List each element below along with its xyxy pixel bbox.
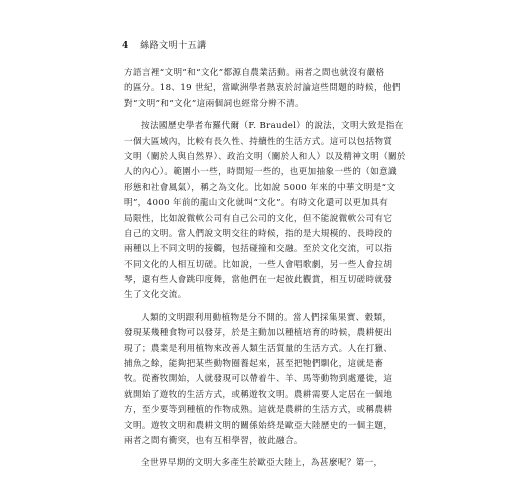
text-line: 人的內心）。範圍小一些，時間短一些的，也更加抽象一些的（如意識	[124, 167, 397, 178]
text-line: 對“文明”和“文化”這兩個詞也經常分辨不清。	[124, 98, 304, 109]
text-line: 現了；農業是利用植物來改善人類生活質量的生活方式。人在打獵、	[124, 343, 393, 354]
text-line: 兩者之間有衝突，也有互相學習，彼此融合。	[124, 435, 303, 446]
text-line: 捕魚之餘，能夠把某些動物圈養起來，甚至把牠們馴化，這就是畜	[124, 359, 384, 370]
text-line: 方語言裡“文明”和“文化”都源自農業活動。兩者之間也就沒有嚴格	[124, 68, 385, 78]
text-line: 文明。遊牧文明和農耕文明的關係始終是歐亞大陸歷史的一個主題，	[124, 420, 393, 431]
text-line: 不同文化的人相互切磋。比如說，一些人會唱歌劇，另一些人會拉胡	[124, 259, 393, 270]
text-line: 牧。從畜牧開始，人就發現可以帶着牛、羊、馬等動物到處遷徙，這	[124, 374, 393, 385]
running-header	[122, 38, 207, 51]
text-line: 一個大區域內，比較有長久性、持續性的生活方式。這可以包括物質	[124, 136, 393, 147]
paragraph-3	[124, 311, 416, 450]
text-line: 按法國歷史學者布羅代爾（F. Braudel）的說法，文明大致是指在	[141, 121, 404, 132]
body-text	[124, 66, 416, 472]
text-line: 局限性，比如說微軟公司有自己公司的文化，但不能說微軟公司有它	[124, 213, 393, 224]
paragraph-gap	[124, 304, 416, 311]
paragraph-gap	[124, 112, 416, 119]
text-line: 琴，還有些人會跳印度舞，當他們在一起彼此觀賞，相互切磋時就發	[124, 275, 393, 286]
text-line: 兩種以上不同文明的接觸，包括碰撞和交融。至於文化交流，可以指	[124, 244, 393, 255]
paragraph-4	[124, 456, 416, 471]
paragraph-2	[124, 119, 416, 304]
text-line: 形態和社會風氣），稱之為文化。比如說 5000 年來的中華文明是“文	[124, 182, 396, 193]
text-line: 文明（關於人與自然界）、政治文明（關於人和人）以及精神文明（關於	[124, 151, 406, 162]
text-line: 方，至少要等到種植的作物成熟。這就是農耕的生活方式，或稱農耕	[124, 405, 393, 416]
text-line: 就開始了遊牧的生活方式，或稱遊牧文明。農耕需要人定居在一個地	[124, 389, 393, 400]
text-line: 明”，4000 年前的龍山文化就叫“文化”。有時文化還可以更加具有	[124, 198, 389, 209]
page-number: 4	[122, 41, 129, 51]
text-line: 人類的文明跟利用動植物是分不開的。當人們採集果實、穀類，	[141, 312, 392, 323]
paragraph-gap	[124, 449, 416, 456]
running-title: 絲路文明十五講	[140, 41, 207, 51]
text-line: 自己的文明。當人們說文明交往的時候，指的是大規模的、長時段的	[124, 228, 393, 239]
text-line: 全世界早期的文明大多產生於歐亞大陸上，為甚麼呢？第一，	[141, 458, 383, 469]
text-line: 生了文化交流。	[124, 290, 187, 301]
paragraph-1	[124, 66, 416, 112]
text-line: 發現某幾種食物可以發芽，於是主動加以種植培育的時候，農耕便出	[124, 328, 393, 339]
text-line: 的區分。18、19 世紀，當歐洲學者熱衷於討論這些問題的時候，他們	[124, 83, 401, 94]
